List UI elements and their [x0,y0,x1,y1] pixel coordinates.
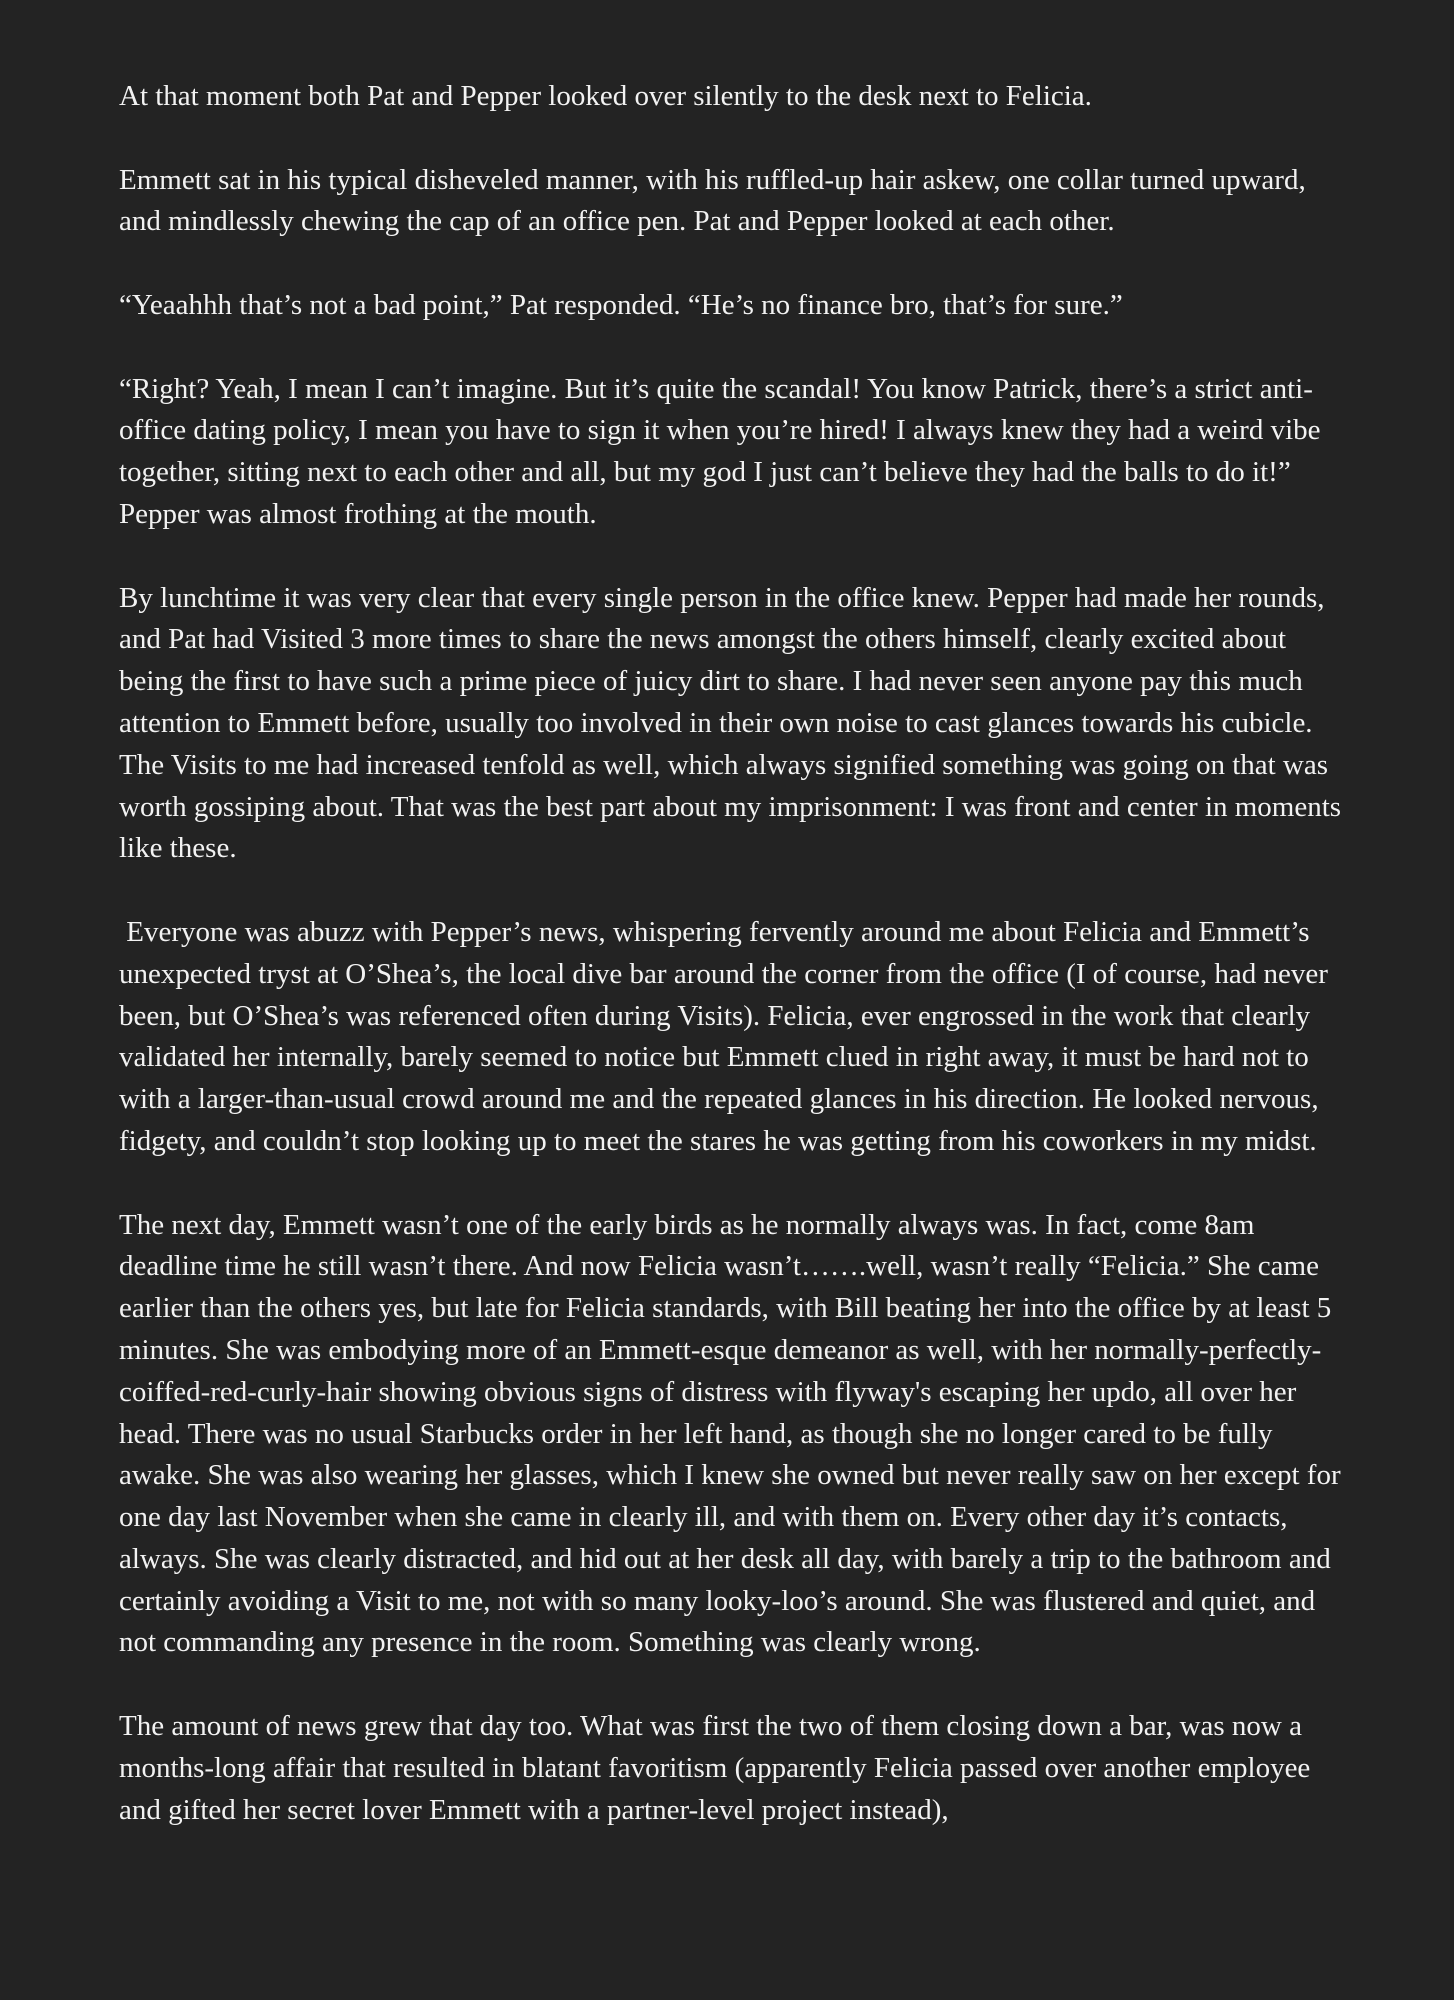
paragraph-8: The amount of news grew that day too. What was first the two of them closing down a bar, was now a months-long affair that resulted in blatant favoritism (apparently Felicia passed over another employee and gifted her secret lover Emmett with a partner-level project instead), [119,1710,1311,1826]
paragraph-7: The next day, Emmett wasn’t one of the early birds as he normally always was. In fact, come 8am deadline time he still wasn’t there. And now Felicia wasn’t…….well, wasn’t really “Felicia.” She came earlier than the others yes, but late for Felicia standards, with Bill beating her into the office by at least 5 minutes. She was embodying more of an Emmett-esque demeanor as well, with her normally-perfectly-coiffed-red-curly-hair showing obvious signs of distress with flyway's escaping her updo, all over her head. There was no usual Starbucks order in her left hand, as though she no longer cared to be fully awake. She was also wearing her glasses, which I knew she owned but never really saw on her except for one day last November when she came in clearly ill, and with them on. Every other day it’s contacts, always. She was clearly distracted, and hid out at her desk all day, with barely a trip to the bathroom and certainly avoiding a Visit to me, not with so many looky-loo’s around. She was flustered and quiet, and not commanding any presence in the room. Something was clearly wrong. [119,1208,1341,1659]
paragraph-4: “Right? Yeah, I mean I can’t imagine. But it’s quite the scandal! You know Patrick, there’s a strict anti-office dating policy, I mean you have to sign it when you’re hired! I always knew they had a weird vibe together, sitting next to each other and all, but my god I just can’t believe they had the balls to do it!” Pepper was almost frothing at the mouth. [119,372,1321,530]
paragraph-3: “Yeaahhh that’s not a bad point,” Pat responded. “He’s no finance bro, that’s for sure.” [119,288,1123,321]
paragraph-5: By lunchtime it was very clear that every single person in the office knew. Pepper had made her rounds, and Pat had Visited 3 more times to share the news amongst the others himself, clearly excited about being the first to have such a prime piece of juicy dirt to share. I had never seen anyone pay this much attention to Emmett before, usually too involved in their own noise to cast glances towards his cubicle. The Visits to me had increased tenfold as well, which always signified something was going on that was worth gossiping about. That was the best part about my imprisonment: I was front and center in moments like these. [119,581,1342,865]
paragraph-2: Emmett sat in his typical disheveled manner, with his ruffled-up hair askew, one collar turned upward, and mindlessly chewing the cap of an office pen. Pat and Pepper looked at each other. [119,163,1306,238]
document-page [119,76,1349,1873]
paragraph-6: Everyone was abuzz with Pepper’s news, whispering fervently around me about Felicia and Emmett’s unexpected tryst at O’Shea’s, the local dive bar around the corner from the office (I of course, had never been, but O’Shea’s was referenced often during Visits). Felicia, ever engrossed in the work that clearly validated her internally, barely seemed to notice but Emmett clued in right away, it must be hard not to with a larger-than-usual crowd around me and the repeated glances in his direction. He looked nervous, fidgety, and couldn’t stop looking up to meet the stares he was getting from his coworkers in my midst. [119,915,1336,1157]
paragraph-1: At that moment both Pat and Pepper looked over silently to the desk next to Felicia. [119,80,1092,112]
